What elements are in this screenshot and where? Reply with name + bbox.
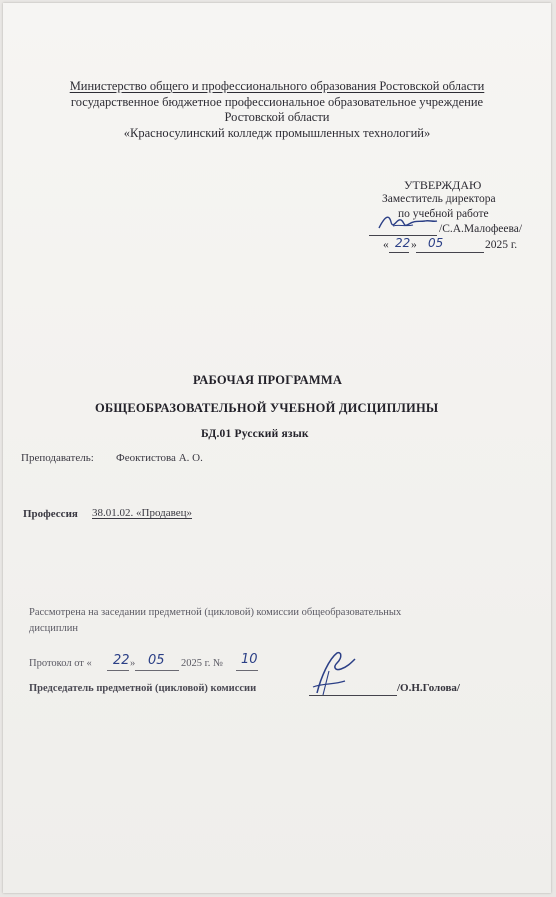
approve-label: УТВЕРЖДАЮ — [404, 178, 482, 192]
chair-name: /О.Н.Голова/ — [397, 682, 460, 694]
discipline-name: БД.01 Русский язык — [201, 428, 309, 440]
chair-signature-line — [309, 695, 397, 696]
institution-region: Ростовской области — [224, 110, 330, 124]
protocol-day-line — [107, 670, 129, 671]
approval-date-day: 22 — [395, 236, 411, 250]
date-day-line — [389, 252, 409, 253]
protocol-number-line — [236, 670, 258, 671]
approval-date-year: 2025 г. — [485, 239, 518, 251]
approver-department: по учебной работе — [398, 208, 489, 220]
chair-label: Председатель предметной (цикловой) комиссии — [29, 683, 257, 694]
review-text-continued: дисциплин — [29, 623, 78, 634]
protocol-day: 22 — [113, 653, 130, 668]
protocol-year: 2025 г. № — [181, 658, 224, 669]
institution-type: государственное бюджетное профессиональное образовательное учреждение — [70, 95, 484, 109]
profession-value: 38.01.02. «Продавец» — [92, 507, 193, 519]
chair-signature-icon — [307, 647, 363, 697]
profession-label: Профессия — [23, 508, 78, 520]
college-name: «Красносулинский колледж промышленных технологий» — [123, 126, 431, 140]
teacher-label: Преподаватель: — [21, 452, 94, 464]
approval-date-month: 05 — [428, 236, 444, 250]
review-text: Рассмотрена на заседании предметной (цикловой) комиссии общеобразовательных — [29, 607, 402, 618]
protocol-date-close: » — [130, 658, 136, 669]
protocol-label: Протокол от « — [29, 658, 92, 669]
protocol-number: 10 — [241, 652, 258, 667]
approver-position: Заместитель директора — [382, 193, 496, 205]
protocol-month: 05 — [148, 653, 165, 668]
ministry-header: Министерство общего и профессионального образования Ростовской области — [69, 79, 485, 93]
approval-date-open: « — [383, 239, 389, 251]
discipline-type: ОБЩЕОБРАЗОВАТЕЛЬНОЙ УЧЕБНОЙ ДИСЦИПЛИНЫ — [95, 401, 439, 415]
document-title: РАБОЧАЯ ПРОГРАММА — [193, 373, 343, 387]
document-page — [3, 3, 551, 893]
approval-date-close: » — [411, 239, 417, 251]
teacher-name: Феоктистова А. О. — [116, 452, 203, 464]
protocol-month-line — [135, 670, 179, 671]
director-signature-icon — [375, 206, 439, 236]
date-month-line — [416, 252, 484, 253]
approver-name: /С.А.Малофеева/ — [439, 223, 523, 235]
